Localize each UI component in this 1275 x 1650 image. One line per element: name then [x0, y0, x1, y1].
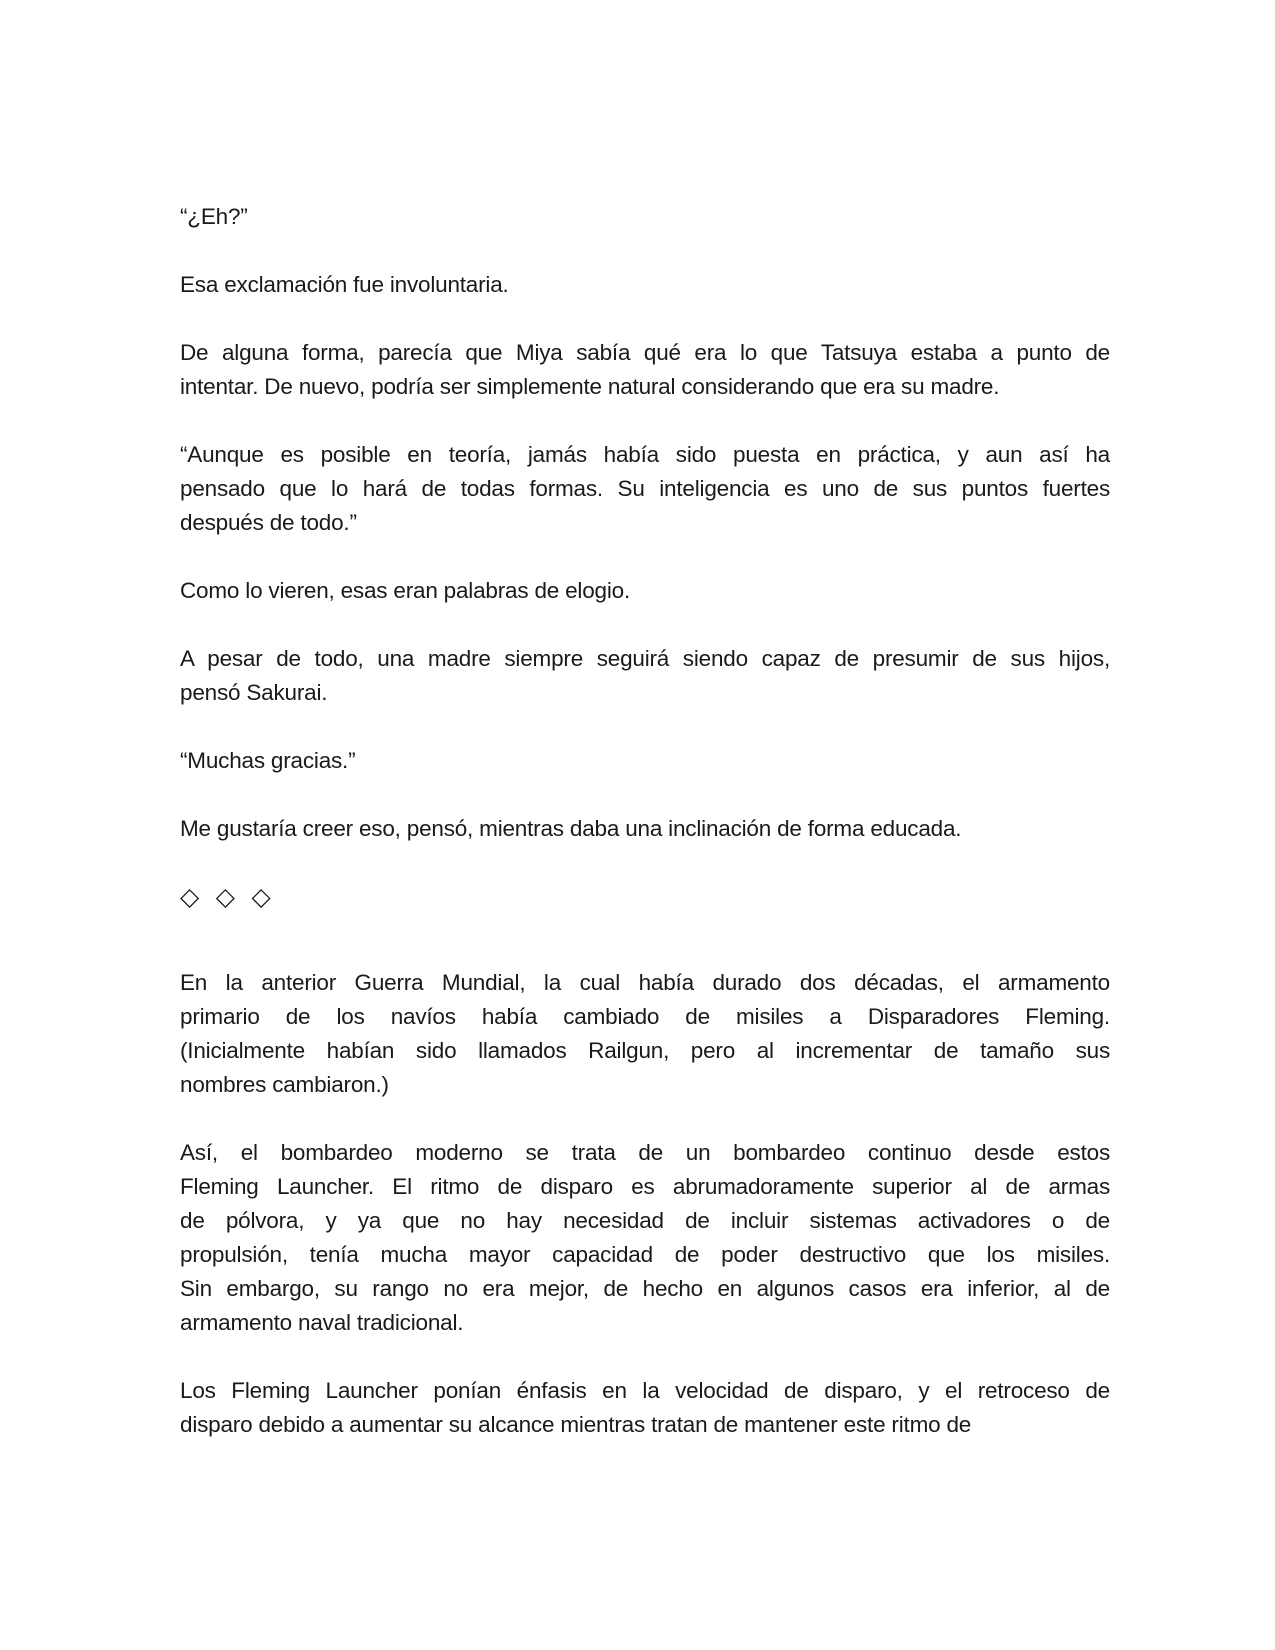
paragraph: [180, 966, 1110, 1102]
text-line: (Inicialmente habían sido llamados Railgun, pero al incrementar de tamaño sus: [180, 1038, 1110, 1063]
paragraph: [180, 574, 1110, 608]
text-line: intentar. De nuevo, podría ser simplemente natural considerando que era su madre.: [180, 374, 1000, 399]
divider-diamonds: ◇ ◇ ◇: [180, 883, 271, 911]
paragraph: [180, 812, 1110, 846]
text-line: Los Fleming Launcher ponían énfasis en la velocidad de disparo, y el retroceso de: [180, 1378, 1110, 1403]
text-line: Esa exclamación fue involuntaria.: [180, 272, 509, 297]
text-line: “Muchas gracias.”: [180, 748, 356, 773]
text-line: pensó Sakurai.: [180, 680, 328, 705]
text-line: después de todo.”: [180, 510, 357, 535]
text-line: Sin embargo, su rango no era mejor, de hecho en algunos casos era inferior, al de: [180, 1276, 1110, 1301]
paragraph: [180, 336, 1110, 404]
paragraph: [180, 744, 1110, 778]
text-line: primario de los navíos había cambiado de misiles a Disparadores Fleming.: [180, 1004, 1110, 1029]
text-line: de pólvora, y ya que no hay necesidad de incluir sistemas activadores o de: [180, 1208, 1110, 1233]
text-line: “Aunque es posible en teoría, jamás había sido puesta en práctica, y aun así ha: [180, 442, 1110, 467]
text-line: A pesar de todo, una madre siempre seguirá siendo capaz de presumir de sus hijos,: [180, 646, 1110, 671]
document-content: [180, 200, 1110, 1476]
paragraph: [180, 438, 1110, 540]
paragraph: [180, 642, 1110, 710]
paragraph: [180, 1136, 1110, 1340]
text-line: Fleming Launcher. El ritmo de disparo es abrumadoramente superior al de armas: [180, 1174, 1110, 1199]
text-line: “¿Eh?”: [180, 204, 248, 229]
text-line: Así, el bombardeo moderno se trata de un bombardeo continuo desde estos: [180, 1140, 1110, 1165]
text-line: En la anterior Guerra Mundial, la cual había durado dos décadas, el armamento: [180, 970, 1110, 995]
section-divider: [180, 880, 1110, 914]
text-line: De alguna forma, parecía que Miya sabía qué era lo que Tatsuya estaba a punto de: [180, 340, 1110, 365]
text-line: armamento naval tradicional.: [180, 1310, 464, 1335]
text-line: Me gustaría creer eso, pensó, mientras daba una inclinación de forma educada.: [180, 816, 962, 841]
paragraph: [180, 200, 1110, 234]
text-line: Como lo vieren, esas eran palabras de elogio.: [180, 578, 631, 603]
text-line: disparo debido a aumentar su alcance mientras tratan de mantener este ritmo de: [180, 1412, 972, 1437]
paragraph: [180, 268, 1110, 302]
text-line: propulsión, tenía mucha mayor capacidad de poder destructivo que los misiles.: [180, 1242, 1110, 1267]
text-line: nombres cambiaron.): [180, 1072, 389, 1097]
paragraph: [180, 1374, 1110, 1442]
text-line: pensado que lo hará de todas formas. Su inteligencia es uno de sus puntos fuertes: [180, 476, 1110, 501]
